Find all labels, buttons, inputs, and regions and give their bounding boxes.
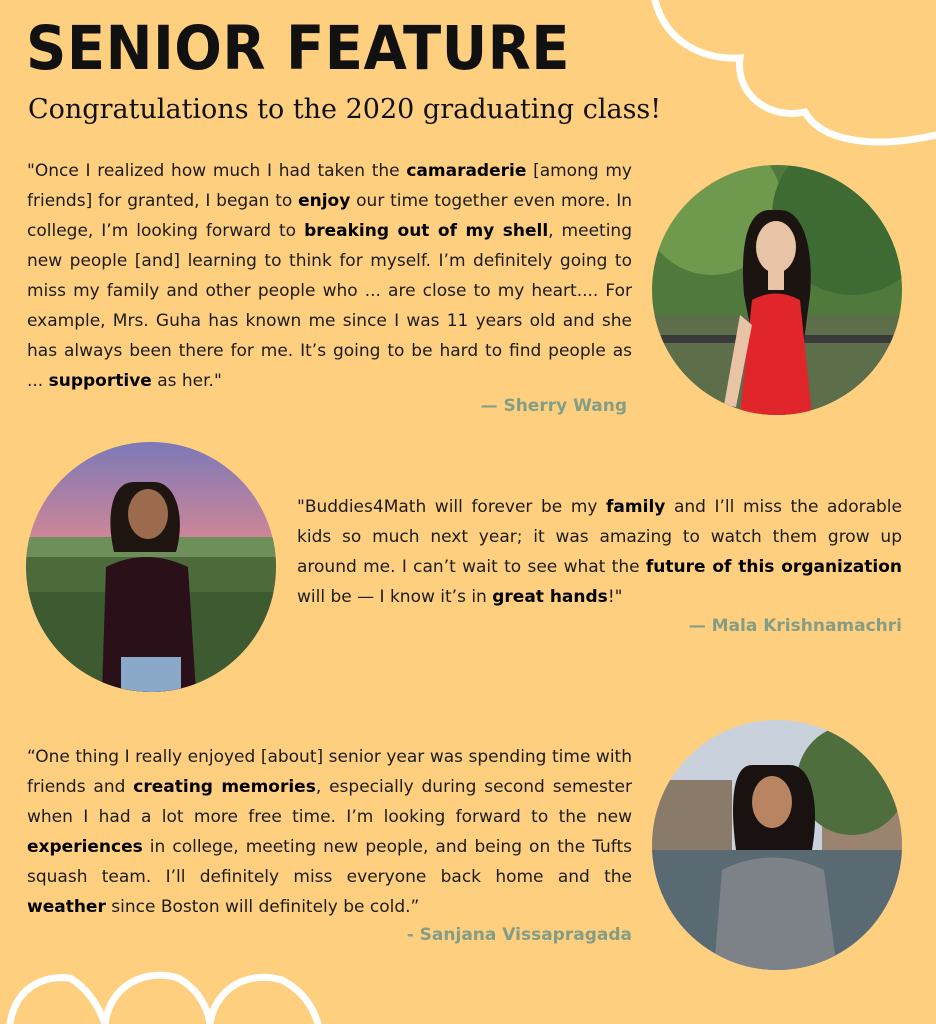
portrait-photo-sanjana [652,720,902,970]
quote-sherry: "Once I realized how much I had taken the camaraderie [among my friends] for granted, I began to enjoy our time together even more. In college, I’m looking forward to breaking out of my shell, meeting new people [and] learning to think for myself. I’m definitely going to miss my family and other people who ... are close to my heart.... For example, Mrs. Guha has known me since I was 11 years old and she has always been there for me. It’s going to be hard to find people as ... supportive as her." [27,161,632,391]
portrait-photo-mala [26,442,276,692]
attribution-sherry: — Sherry Wang [480,396,627,416]
quote-mala: "Buddies4Math will forever be my family and I’ll miss the adorable kids so much next year; it was amazing to watch them grow up around me. I can’t wait to see what the future of this organization will be — I know it’s in great hands!" [297,497,902,607]
quote-sanjana: “One thing I really enjoyed [about] senior year was spending time with friends and creating memories, especially during second semester when I had a lot more free time. I’m looking forward to the new experiences in college, meeting new people, and being on the Tufts squash team. I’ll definitely miss everyone back home and the weather since Boston will definitely be cold.” [27,747,633,917]
page-title: SENIOR FEATURE [26,14,571,85]
page-subtitle: Congratulations to the 2020 graduating class! [28,94,662,125]
attribution-sanjana: - Sanjana Vissapragada [406,925,632,945]
portrait-photo-sherry [652,165,902,415]
attribution-mala: — Mala Krishnamachri [688,616,902,636]
